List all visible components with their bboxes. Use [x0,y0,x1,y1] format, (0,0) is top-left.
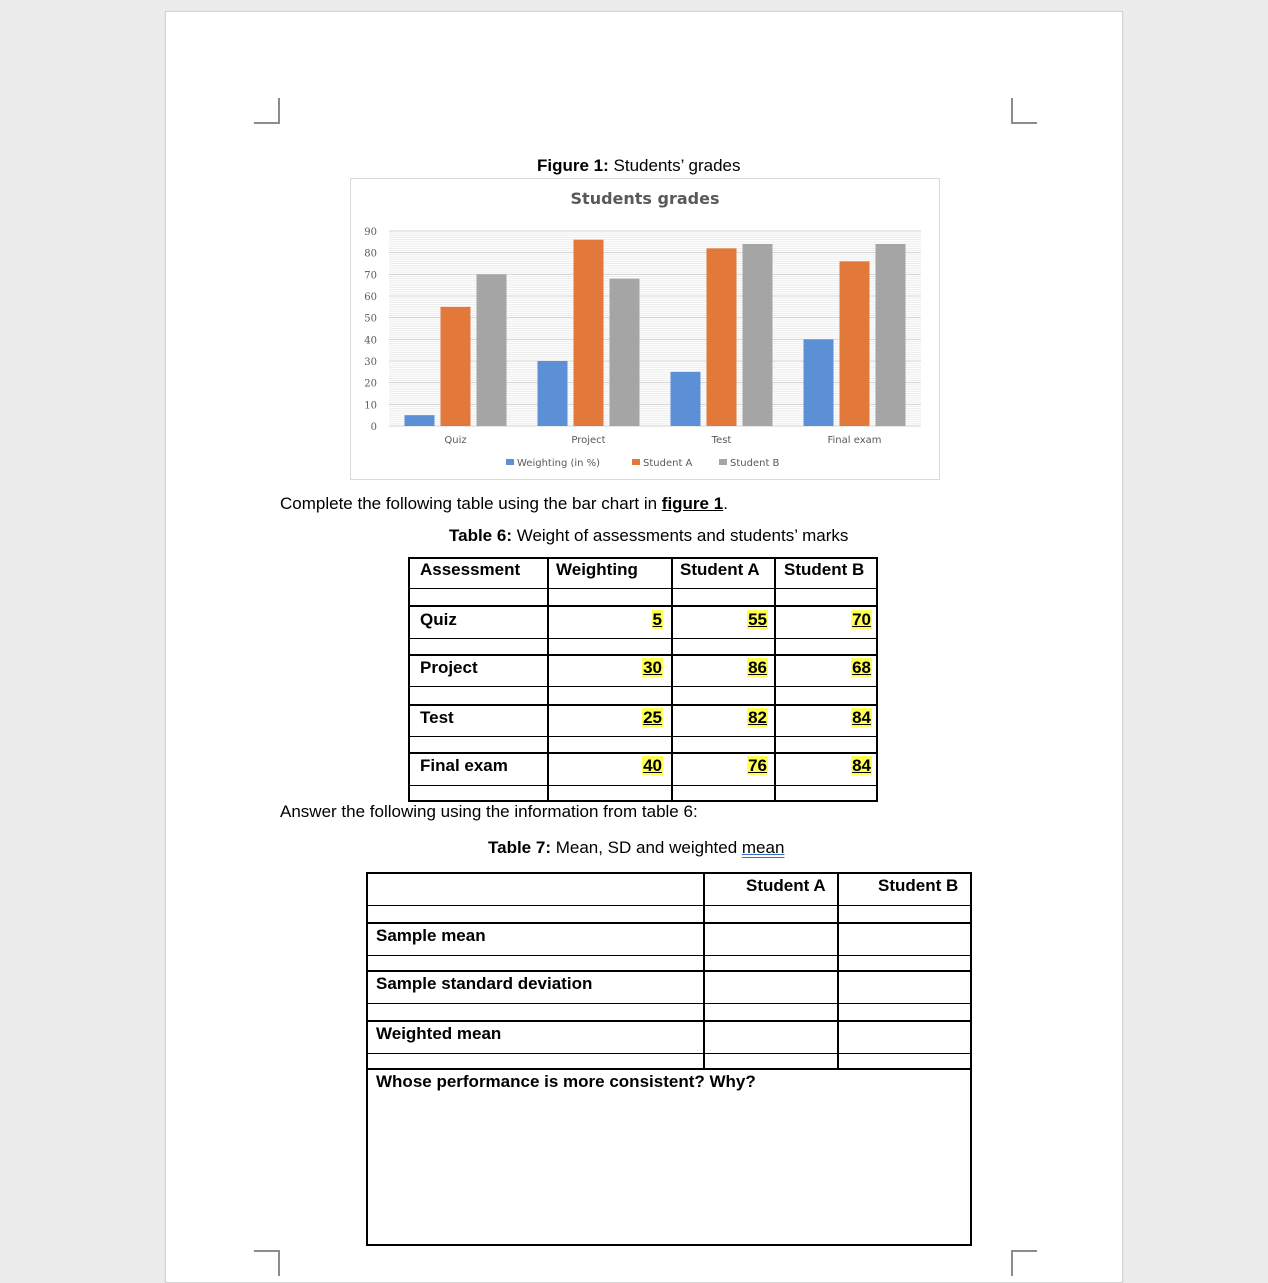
table-divider [410,686,876,687]
margin-corner-top-right [1011,98,1037,124]
table7-caption-label: Table 7: [488,838,551,857]
x-tick-label: Test [711,435,732,446]
table6-weighting-value[interactable]: 5 [652,610,662,629]
table6-student-a-value[interactable]: 55 [748,610,767,629]
legend-label: Weighting (in %) [517,458,601,469]
bar-student-b-final-exam [876,244,906,426]
table-divider [410,736,876,737]
figure-caption-label: Figure 1: [537,156,609,175]
bar-student-a-test [707,248,737,426]
bar-weighting-in-quiz [405,415,435,426]
margin-corner-bottom-left [254,1250,280,1276]
table-divider [410,588,876,589]
y-tick-label: 0 [370,422,377,433]
table6-weighting-value[interactable]: 30 [643,658,662,677]
table7-question: Whose performance is more consistent? Why? [376,1072,756,1091]
table7-row-weighted-mean: Weighted mean [376,1024,502,1043]
table6-header-weighting: Weighting [556,560,638,579]
table6-row-label: Quiz [420,610,457,629]
table6-row-label: Project [420,658,478,677]
figure-caption [537,156,740,176]
table6-student-b-value[interactable]: 70 [852,610,871,629]
y-tick-label: 50 [364,313,377,325]
table-divider [410,654,876,656]
para1-end: . [723,494,728,513]
table-divider [410,752,876,754]
table6-student-b-value[interactable]: 84 [852,708,871,727]
figure-caption-text: Students’ grades [608,156,741,175]
chart-title: Students grades [570,189,720,208]
table6-student-a-value[interactable]: 76 [748,756,767,775]
table-divider [368,970,970,972]
table-divider [547,559,549,800]
table6-caption-label: Table 6: [449,526,512,545]
table-divider [671,559,673,800]
table6-caption-text: Weight of assessments and students’ marks [511,526,849,545]
table-divider [368,1020,970,1022]
instruction-paragraph-1 [280,494,728,514]
table7-caption [488,838,784,858]
bar-student-b-project [610,279,640,426]
margin-corner-top-left [254,98,280,124]
table-divider [368,1053,970,1054]
table6-student-a-value[interactable]: 82 [748,708,767,727]
table-divider [368,922,970,924]
bar-chart-svg [351,179,939,479]
x-tick-label: Project [571,435,606,446]
y-tick-label: 30 [364,357,377,368]
table-6 [408,557,878,802]
x-tick-label: Final exam [827,435,882,446]
para1-text: Complete the following table using the bar chart in [280,494,662,513]
bar-student-a-project [574,240,604,426]
table6-weighting-value[interactable]: 25 [643,708,662,727]
instruction-paragraph-2: Answer the following using the information from table 6: [280,802,698,821]
table6-header-student-a: Student A [680,560,760,579]
y-tick-label: 70 [364,270,377,282]
table-divider [774,559,776,800]
bar-student-b-quiz [477,274,507,426]
legend-swatch [719,459,727,465]
table-divider [368,1068,970,1070]
spellcheck-flagged-word[interactable]: mean [741,838,785,857]
table7-header-student-b: Student B [878,876,959,895]
table6-student-b-value[interactable]: 84 [852,756,871,775]
y-tick-label: 80 [364,248,377,260]
figure-reference-link[interactable]: figure 1 [661,494,724,513]
y-tick-label: 10 [364,400,377,412]
bar-weighting-in-final-exam [804,339,834,426]
table6-student-a-value[interactable]: 86 [748,658,767,677]
table6-student-b-value[interactable]: 68 [852,658,871,677]
y-tick-label: 40 [364,335,377,347]
table6-caption [449,526,848,546]
legend-swatch [506,459,514,465]
bar-student-a-quiz [441,307,471,426]
bar-chart [350,178,940,480]
table-divider [368,955,970,956]
table7-caption-text: Mean, SD and weighted [550,838,742,857]
x-tick-label: Quiz [444,435,467,446]
bar-weighting-in-project [538,361,568,426]
table-divider [410,605,876,607]
y-tick-label: 90 [364,227,377,238]
table-7 [366,872,972,1246]
table7-header-student-a: Student A [746,876,826,895]
table7-row-sample-mean: Sample mean [376,926,486,945]
table-divider [410,638,876,639]
table-divider [410,785,876,786]
table7-row-sample-sd: Sample standard deviation [376,974,593,993]
legend-swatch [632,459,640,465]
table6-weighting-value[interactable]: 40 [643,756,662,775]
legend-label: Student A [643,458,693,469]
table-divider [368,1003,970,1004]
table6-header-assessment: Assessment [420,560,521,579]
legend-label: Student B [730,458,780,469]
table6-header-student-b: Student B [784,560,865,579]
bar-weighting-in-test [671,372,701,426]
table6-row-label: Final exam [420,756,508,775]
bar-student-b-test [743,244,773,426]
table6-row-label: Test [420,708,454,727]
margin-corner-bottom-right [1011,1250,1037,1276]
y-tick-label: 20 [364,378,377,390]
table-divider [410,704,876,706]
y-tick-label: 60 [364,292,377,303]
table-divider [368,905,970,906]
bar-student-a-final-exam [840,261,870,426]
